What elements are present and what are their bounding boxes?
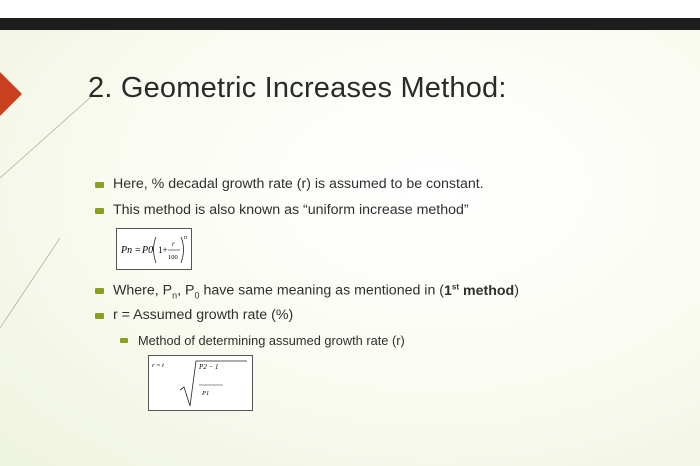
bullet-text: Here, % decadal growth rate (r) is assumed to be constant.	[113, 176, 484, 192]
bullet-marker	[95, 288, 104, 294]
bold-number: 1	[444, 282, 452, 299]
superscript-st: st	[451, 282, 460, 291]
formula-r: r	[172, 240, 175, 248]
bold-method-word: method	[459, 282, 515, 299]
formula-lhs: Pn	[121, 245, 133, 256]
sub-bullet-method-determining	[138, 333, 405, 348]
formula2-numerator: P2 − 1	[199, 363, 219, 371]
formula-hundred: 100	[168, 254, 178, 261]
bullet-marker	[95, 313, 104, 319]
formula-p0: P0	[142, 245, 154, 256]
bullet-where-pn-p0	[113, 282, 519, 301]
formula-one-plus: 1+	[158, 245, 168, 255]
growth-rate-formula-image	[148, 355, 253, 411]
bullet-text: r = Assumed growth rate (%)	[113, 307, 294, 323]
left-arrow-accent	[0, 72, 22, 116]
bullet-text-mid2: have same meaning as mentioned in (	[199, 282, 445, 299]
bullet-marker	[95, 208, 104, 214]
formula2-denominator: P1	[202, 390, 210, 397]
formula-exponent: n	[184, 235, 187, 241]
bullet-text-post: )	[514, 282, 519, 299]
slide-title: 2. Geometric Increases Method:	[88, 72, 507, 104]
bullet-text-mid1: , P	[177, 282, 195, 299]
formula-left-paren	[154, 237, 157, 263]
bullet-uniform-increase	[113, 202, 469, 218]
bullet-text: This method is also known as “uniform increase method”	[113, 202, 469, 218]
bullet-assumed-growth-rate	[113, 307, 293, 323]
subscript-n: n	[172, 290, 178, 301]
formula2-lhs: r = t	[152, 362, 164, 369]
bullet-marker	[95, 182, 104, 188]
formula-equals: =	[135, 245, 141, 256]
subscript-0: 0	[194, 290, 200, 301]
decorative-line-lower	[0, 238, 60, 328]
bullet-text: Method of determining assumed growth rate (r)	[138, 333, 405, 348]
geometric-formula-image	[116, 228, 192, 270]
bullet-decadal-growth-rate	[113, 176, 484, 192]
decorative-line-upper	[0, 96, 92, 178]
bullet-text-pre: Where, P	[113, 282, 173, 299]
bullet-marker	[120, 338, 128, 343]
bold-method-ref	[444, 283, 514, 299]
